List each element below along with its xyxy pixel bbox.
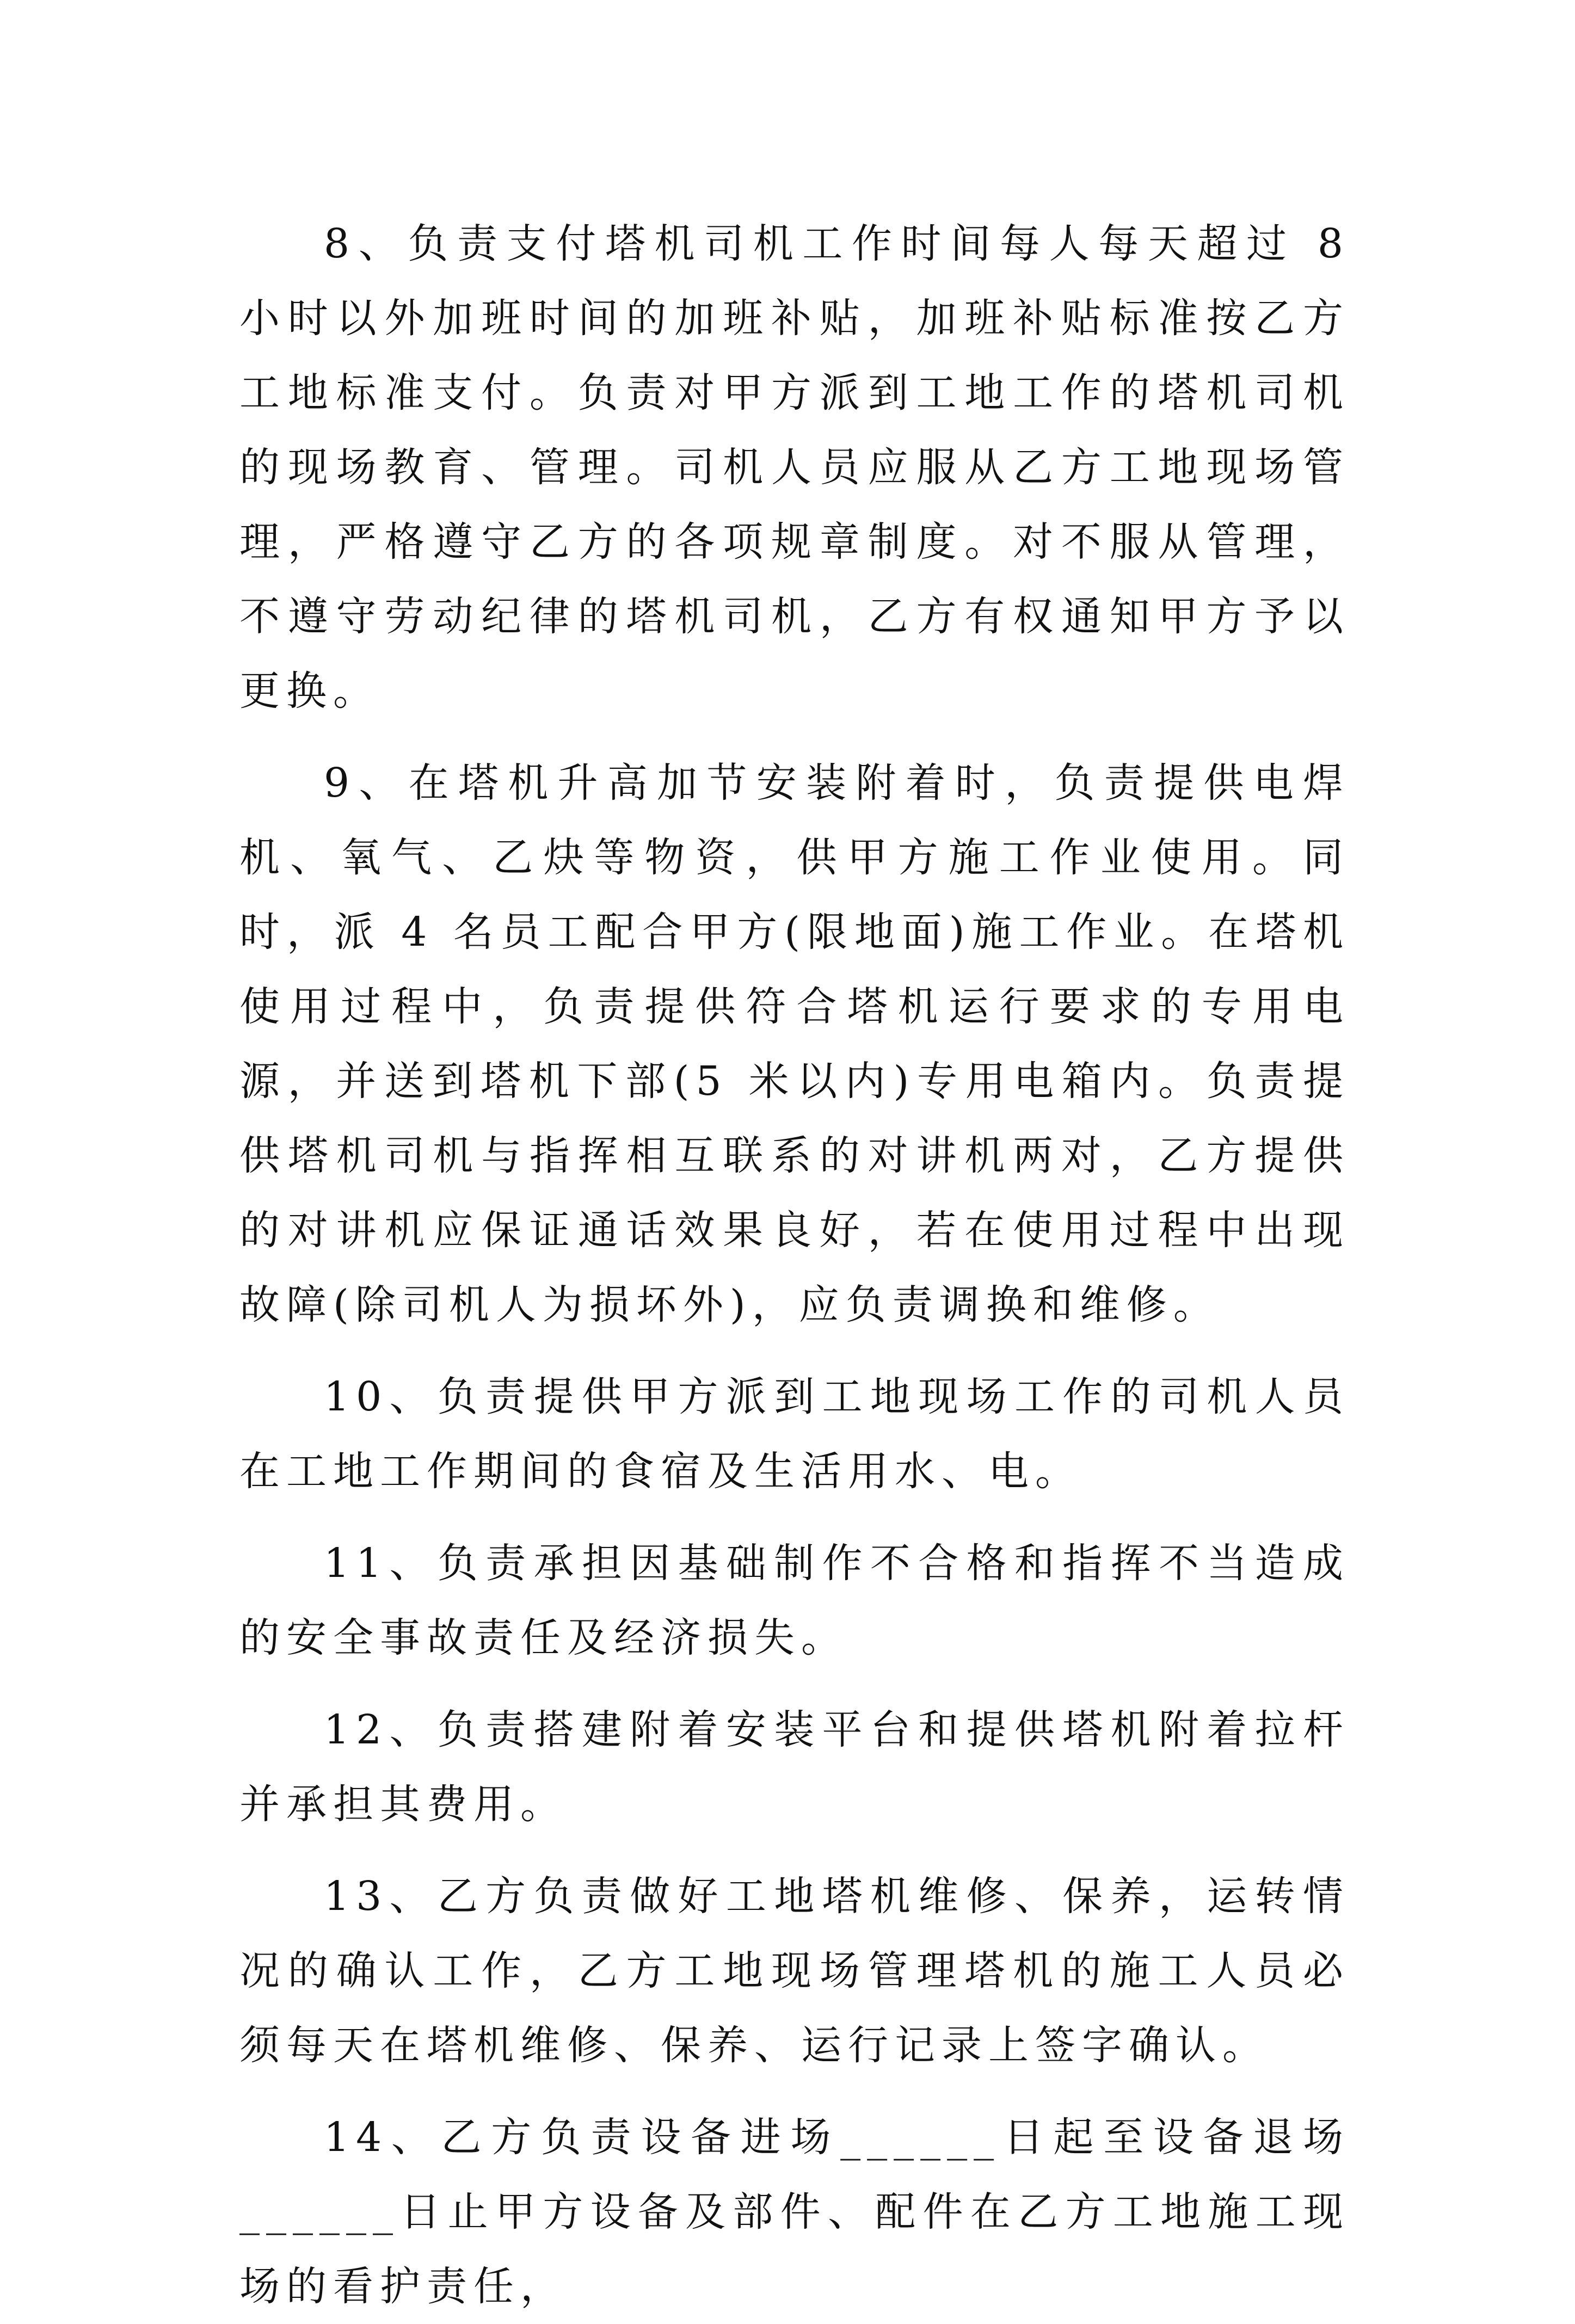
paragraph-12: 12、负责搭建附着安装平台和提供塔机附着拉杆并承担其费用。 (239, 1706, 1350, 1828)
paragraph-9: 9、在塔机升高加节安装附着时，负责提供电焊机、氧气、乙炔等物资，供甲方施工作业使用。同时，派 4 名员工配合甲方(限地面)施工作业。在塔机使用过程中，负责提供符合塔机运行要求的专用电源，并送到塔机下部(5 米以内)专用电箱内。负责提供塔机司机与指挥相互联系的对讲机两对，乙方提供的对讲机应保证通话效果良好，若在使用过程中出现故障(除司机人为损坏外)，应负责调换和维修。 (239, 760, 1350, 1328)
paragraph-13: 13、乙方负责做好工地塔机维修、保养，运转情况的确认工作，乙方工地现场管理塔机的施工人员必须每天在塔机维修、保养、运行记录上签字确认。 (239, 1873, 1350, 2069)
document-body (239, 207, 1369, 2324)
paragraph-8: 8、负责支付塔机司机工作时间每人每天超过 8 小时以外加班时间的加班补贴，加班补贴标准按乙方工地标准支付。负责对甲方派到工地工作的塔机司机的现场教育、管理。司机人员应服从乙方工地现场管理，严格遵守乙方的各项规章制度。对不服从管理，不遵守劳动纪律的塔机司机，乙方有权通知甲方予以更换。 (239, 220, 1369, 714)
paragraph-10: 10、负责提供甲方派到工地现场工作的司机人员在工地工作期间的食宿及生活用水、电。 (239, 1373, 1350, 1495)
paragraph-11: 11、负责承担因基础制作不合格和指挥不当造成的安全事故责任及经济损失。 (239, 1540, 1350, 1661)
paragraph-14: 14、乙方负责设备进场______日起至设备退场______日止甲方设备及部件、配件在乙方工地施工现场的看护责任， (239, 2114, 1350, 2310)
